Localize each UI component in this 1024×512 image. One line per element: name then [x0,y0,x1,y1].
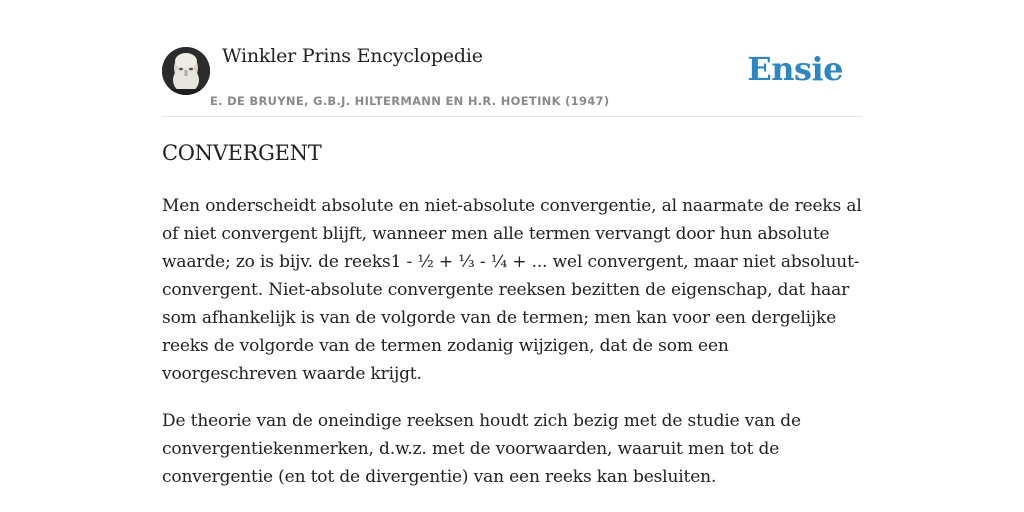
page [162,0,862,487]
ensie-logo-link[interactable]: Ensie [747,50,843,88]
portrait-icon [162,47,210,95]
source-header [162,0,862,117]
source-title[interactable]: Winkler Prins Encyclopedie [222,45,483,67]
article-title: CONVERGENT [162,141,322,165]
article-body [162,192,862,510]
article-paragraph: De theorie van de oneindige reeksen houdt zich bezig met de studie van de convergentiekenmerken, d.w.z. met de voorwaarden, waaruit men tot de convergentie (en tot de divergentie) van een reeks kan besluiten. [162,411,801,487]
source-authors: E. DE BRUYNE, G.B.J. HILTERMANN EN H.R. HOETINK (1947) [210,94,610,108]
article-paragraph: Men onderscheidt absolute en niet-absolute convergentie, al naarmate de reeks al of niet convergent blijft, wanneer men alle termen vervangt door hun absolute waarde; zo is bijv. de reeks1 - ½ + ⅓ - ¼ + ... wel convergent, maar niet absoluut-convergent. Niet-absolute convergente reeksen bezitten de eigenschap, dat haar som afhankelijk is van de volgorde van de termen; men kan voor een dergelijke reeks de volgorde van de termen zodanig wijzigen, dat de som een voorgeschreven waarde krijgt. [162,196,862,384]
author-avatar[interactable] [162,47,210,95]
